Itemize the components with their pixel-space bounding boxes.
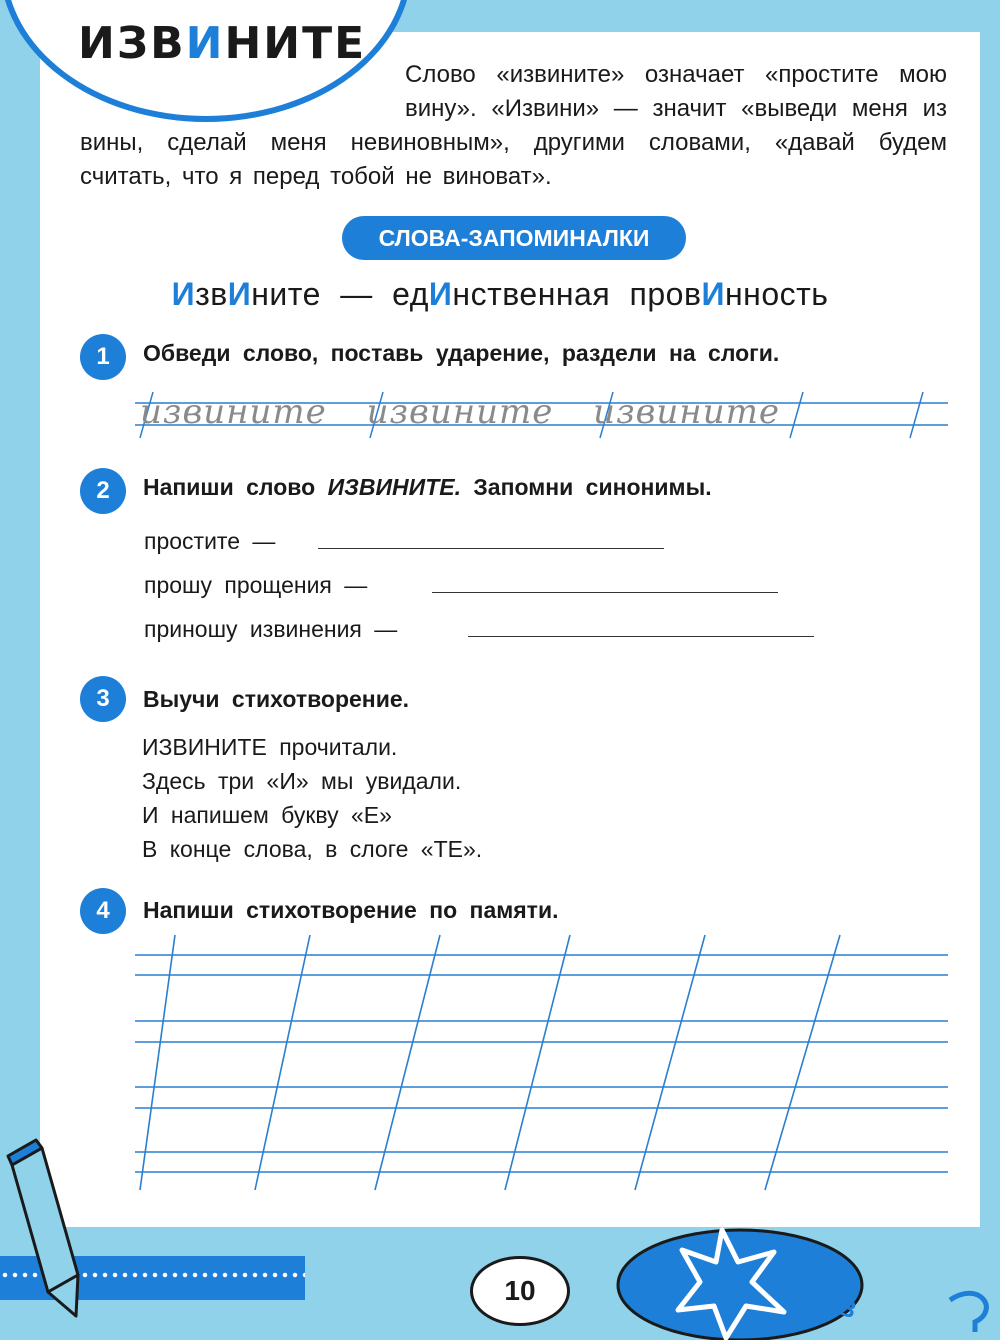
poem-line: И напишем букву «Е»	[142, 802, 392, 828]
poem-line: В конце слова, в слоге «ТЕ».	[142, 836, 483, 862]
task-4-instruction: Напиши стихотворение по памяти.	[143, 897, 559, 923]
math-label: A+B	[805, 1282, 861, 1325]
task-4-number: 4	[80, 888, 126, 934]
task-3-instruction: Выучи стихотворение.	[143, 686, 410, 712]
intro-text: Слово «извините» означает «простите мою вину». «Извини» — значит «выведи меня из вины, сделай меня невиновным», другими словами, «давай будем считать, что я перед тобой не виноват».	[80, 61, 947, 190]
mnemonic-badge: СЛОВА-ЗАПОМИНАЛКИ	[342, 216, 686, 260]
task-3-number: 3	[80, 676, 126, 722]
task-2-instruction: Напиши слово ИЗВИНИТЕ. Запомни синонимы.	[143, 474, 712, 500]
task-1-instruction: Обведи слово, поставь ударение, раздели на слоги.	[143, 340, 780, 366]
page-number: 10	[470, 1256, 570, 1326]
trace-words: извините извините извините	[140, 392, 780, 432]
synonym-3: приношу извинения —	[144, 616, 398, 642]
poem-line: Здесь три «И» мы увидали.	[142, 768, 462, 794]
mnemonic-phrase: ИзвИните — едИнственная провИнность	[171, 276, 829, 312]
task-2-number: 2	[80, 468, 126, 514]
page-title: ИЗВИНИТЕ	[78, 18, 367, 69]
poem-line: ИЗВИНИТЕ прочитали.	[142, 734, 398, 760]
synonym-2: прошу прощения —	[144, 572, 368, 598]
task-1-number: 1	[80, 334, 126, 380]
synonym-1: простите —	[144, 528, 276, 554]
